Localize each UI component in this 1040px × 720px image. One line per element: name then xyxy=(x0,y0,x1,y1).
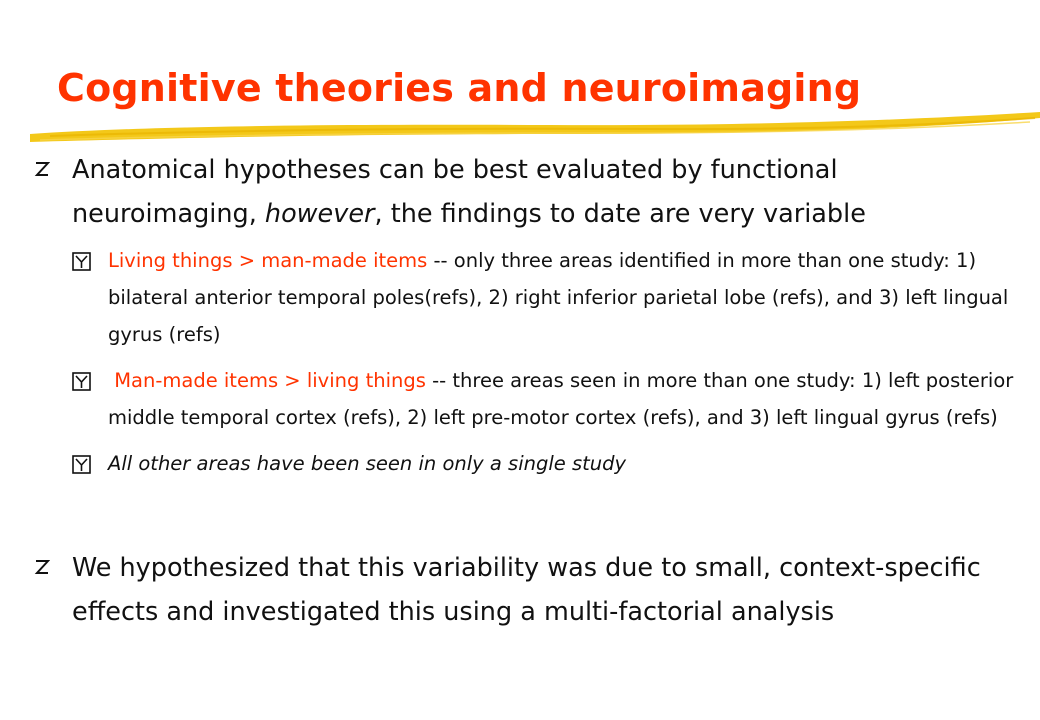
checkbox-icon xyxy=(72,455,91,474)
sub-bullet-2-highlight: Man-made items > living things xyxy=(108,369,426,392)
main-bullet-2 xyxy=(34,546,1014,634)
sub-bullet-1-highlight: Living things > man-made items xyxy=(108,249,428,272)
checkbox-icon xyxy=(72,252,91,271)
slide-title: Cognitive theories and neuroimaging xyxy=(57,66,862,110)
main-bullet-1 xyxy=(34,148,1014,236)
title-underline-swoosh xyxy=(30,112,1040,152)
sub-bullet-1 xyxy=(72,242,1014,353)
sub-bullet-1-text: -- only three areas identified in more than one study: 1) bilateral anterior temporal poles(refs), 2) right inferior parietal lobe (refs), and 3) left lingual gyrus (refs) xyxy=(108,249,1009,346)
main-bullet-2-text: We hypothesized that this variability was due to small, context-specific effects and investigated this using a multi-factorial analysis xyxy=(72,553,981,627)
main-bullet-1-emphasis: however xyxy=(264,199,375,229)
sub-bullet-2-text: -- three areas seen in more than one study: 1) left posterior middle temporal cortex (refs), 2) left pre-motor cortex (refs), and 3) left lingual gyrus (refs) xyxy=(108,369,1014,429)
checkbox-icon xyxy=(72,372,91,391)
spacer xyxy=(34,491,1014,546)
sub-bullet-list xyxy=(72,242,1014,482)
z-bullet-icon xyxy=(34,558,50,576)
sub-bullet-3-text: All other areas have been seen in only a single study xyxy=(108,452,627,475)
main-bullet-1-text: Anatomical hypotheses can be best evaluated by functional neuroimaging, xyxy=(72,155,838,229)
main-bullet-1-text-end: , the findings to date are very variable xyxy=(374,199,866,229)
slide-content xyxy=(34,148,1014,634)
z-bullet-icon xyxy=(34,160,50,178)
sub-bullet-2 xyxy=(72,362,1014,436)
sub-bullet-3 xyxy=(72,445,1014,482)
